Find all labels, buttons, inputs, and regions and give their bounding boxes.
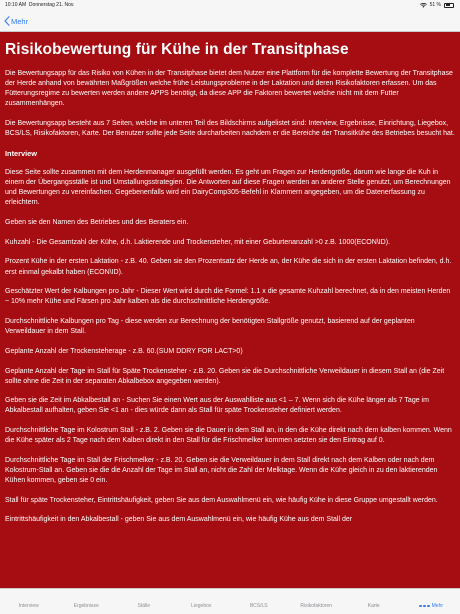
wifi-icon	[420, 3, 427, 8]
interview-paragraph: Durchschnittliche Tage im Stall der Frischmelker - z.B. 20. Geben sie die Verweildauer in dem Stall direkt nach dem Kalben oder nach dem Kolostrum-Stall an. Geben sie die die Anzahl der Tage im Stall an, nicht die Zahl der Melktage. Wenn die Kühe gleich in zu den laktierenden Kühen kommen, geben sie 0 ein.	[5, 456, 438, 485]
back-button-label: Mehr	[11, 16, 29, 26]
tab-label: Karte	[367, 603, 380, 609]
interview-paragraph: Geplante Anzahl der Tage im Stall für Späte Trockensteher - z.B. 20. Geben sie die Durchschnittliche Verweildauer in diesem Stall an (die Zeit sollte ohne die Zeit in der separaten Abkalbebox angegeben werden).	[5, 367, 445, 385]
interview-paragraph: Eintrittshäufigkeit in den Abkalbestall - geben Sie aus dem Auswahlmenü ein, wie häufig Kühe aus dem Stall der	[5, 516, 353, 524]
tab-label: Ergebnisse	[73, 603, 99, 609]
battery-icon	[444, 3, 454, 8]
interview-paragraph: Geplante Anzahl der Trockensteherage - z.B. 60.(SUM DDRY FOR LACT>0)	[5, 347, 243, 355]
tab-label: Interview	[18, 603, 39, 609]
page-title: Risikobewertung für Kühe in der Transitphase	[5, 41, 349, 58]
tab-bcs-ls[interactable]	[230, 589, 288, 614]
intro-paragraph: Die Bewertungsapp besteht aus 7 Seiten, welche im unteren Teil des Bildschirms aufgelistet sind: Interview, Ergebnisse, Einrichtung, Liegebox, BCS/LS, Risikofaktoren, Karte. Der Benutzer sollte jede Seite durcharbeiten nachdem er die Bereiche der Transitkühe des Betriebes besucht hat.	[5, 119, 455, 138]
interview-paragraph: Stall für späte Trockensteher, Eintrittshäufigkeit, geben Sie aus dem Auswahlmenü ein, wie häufig Kühe in diese Gruppe umgestallt werden.	[5, 496, 438, 504]
tab-risikofaktoren[interactable]	[288, 589, 346, 614]
interview-paragraph: Geschätzter Wert der Kalbungen pro Jahr - Dieser Wert wird durch die Formel: 1.1 x die gesamte Kuhzahl berechnet, da in den meisten Herden ~ 10% mehr Kühe und Färsen pro Jahr kalben als die durchschnittliche Herdengröße.	[5, 288, 451, 306]
tab-label: Risikofaktoren	[300, 603, 333, 609]
tab-label: BCS/LS	[249, 603, 268, 609]
interview-paragraph: Geben sie die Zeit im Abkalbestall an - Suchen Sie einen Wert aus der Auswahlliste aus <1 – 7. Wenn sich die Kühe länger als 7 Tage im Abkalbestall aufhalten, geben Sie <1 an - dies würde dann als Stall für späte Trockensteher definiert werden.	[5, 397, 429, 415]
interview-paragraph: Geben sie den Namen des Betriebes und des Beraters ein.	[5, 219, 189, 227]
status-bar	[0, 0, 460, 10]
tab-liegebox[interactable]	[173, 589, 231, 614]
status-time: 10:10 AM	[5, 2, 27, 8]
battery-percent: 51 %	[429, 2, 441, 8]
tab-bar	[0, 588, 460, 614]
section-heading-interview: Interview	[5, 148, 38, 158]
tab-label: Liegebox	[191, 603, 212, 609]
back-button[interactable]	[4, 14, 28, 28]
interview-paragraph: Durchschnittliche Tage im Kolostrum Stall - z.B. 2. Geben sie die Dauer in dem Stall an, in den die Kühe direkt nach dem kalben kommen. Wenn die Kühe später als 2 Tage nach dem Kalben direkt in den Stall für die Frischmelker kommen setzten sie den Eintrag auf 0.	[5, 427, 452, 445]
tab-karte[interactable]	[345, 589, 403, 614]
tab-mehr-content	[419, 603, 443, 609]
interview-paragraph: Diese Seite sollte zusammen mit dem Herdenmanager ausgefüllt werden. Es geht um Fragen zur Herdengröße, darum wie lange die Kuh in einem der Übergangsställe ist und Umstallungsstrategien. Die Antworten auf diese Fragen werden an anderer Stelle genutzt, um Berechnungen und Bewertungen zu vereinfachen. Gegebenenfalls wird ein DairyComp305-Befehl in Klammern angegeben, um die Datenerfassung zu erleichtern.	[5, 169, 451, 207]
tab-label: Mehr	[431, 603, 444, 609]
tab-ergebnisse[interactable]	[58, 589, 116, 614]
tab-interview[interactable]	[0, 589, 58, 614]
tab-staelle[interactable]	[115, 589, 173, 614]
interview-paragraph: Prozent Kühe in der ersten Laktation - z.B. 40. Geben sie den Prozentsatz der Herde an, der Kühe die sich in der ersten Laktation befinden, d.h. erst einmal gekalbt haben (ECON\ID).	[5, 258, 452, 276]
tab-label: Ställe	[137, 603, 150, 609]
status-right	[420, 0, 454, 10]
status-date: Donnerstag 21. Nov.	[28, 2, 75, 8]
intro-paragraph: Die Bewertungsapp für das Risiko von Kühen in der Transitphase bietet dem Nutzer eine Plattform für die komplette Bewertung der Transitphase der Herde anhand von bewährten Maßgrößen welche frühe Leistungsprobleme in der Laktation und deren Risikofaktoren erfassen. Um das Fütterungsregime zu bewerten werden andere APPS benötigt, da diese APP die Faktoren bewertet welche nicht mit dem Futter zusammenhängen.	[5, 70, 453, 108]
content-scroll-area[interactable]	[0, 32, 460, 588]
status-time-date	[5, 0, 74, 10]
interview-paragraph: Durchschnittliche Kalbungen pro Tag - diese werden zur Berechnung der benötigten Stallgröße genutzt, basierend auf der geplanten Verweildauer in dem Stall.	[5, 318, 415, 336]
tab-mehr[interactable]	[403, 589, 460, 614]
more-dots-icon	[419, 605, 429, 608]
navigation-bar	[0, 10, 460, 32]
chevron-left-icon	[4, 16, 10, 26]
interview-paragraph: Kuhzahl - Die Gesamtzahl der Kühe, d.h. Laktierende und Trockensteher, mit einer Geburtenanzahl >0 z.B. 1000(ECON\ID).	[5, 238, 391, 246]
